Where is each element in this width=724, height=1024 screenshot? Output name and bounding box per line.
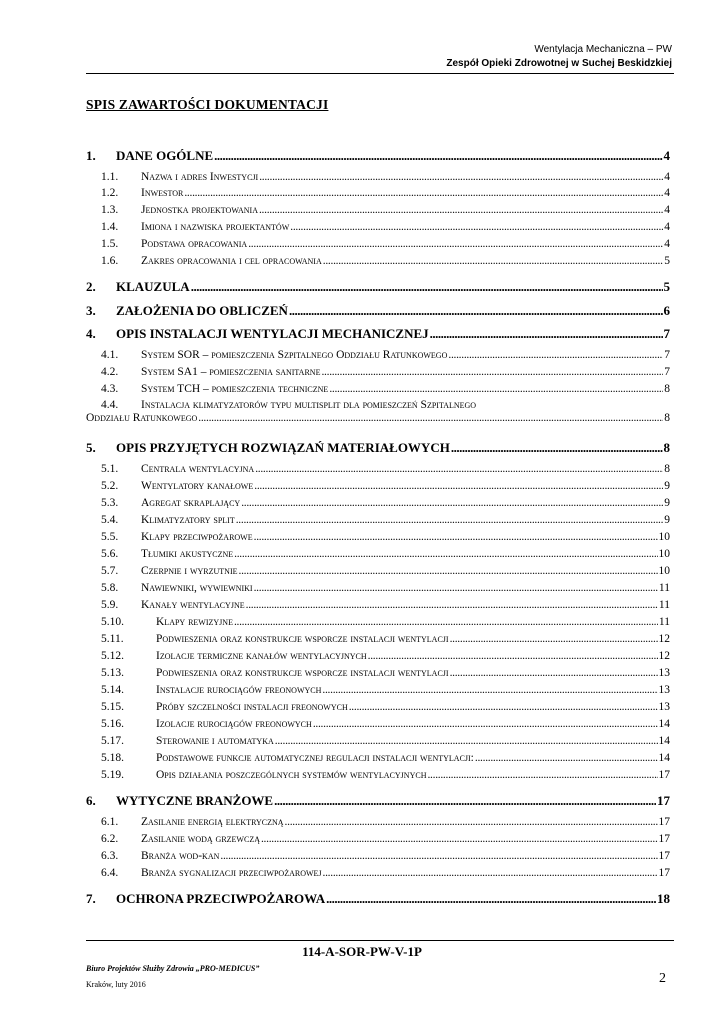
toc-entry: [86, 633, 670, 645]
toc-entry-line: [86, 399, 670, 411]
toc-entry-title: System SA1 – pomieszczenia sanitarne: [141, 366, 321, 378]
toc-entry-title: Instalacja klimatyzatorów typu multisplit dla pomieszczeń Szpitalnego: [141, 399, 477, 411]
footer-rule: [86, 940, 674, 941]
toc-entry: [86, 850, 670, 862]
toc-leader-dots: [323, 255, 663, 267]
toc-entry: [86, 752, 670, 764]
toc-entry-title: Zasilanie energią elektryczną: [141, 816, 284, 828]
toc-entry-title: Izolacje rurociągów freonowych: [156, 718, 312, 730]
toc-entry-page: 9: [664, 514, 670, 526]
toc-leader-dots: [191, 279, 663, 295]
toc-entry: [86, 735, 670, 747]
toc-entry-number: 4.: [86, 326, 96, 341]
toc-entry-title: Podwieszenia oraz konstrukcje wsporcze instalacji wentylacji: [156, 633, 449, 645]
toc-entry-title: OPIS INSTALACJI WENTYLACJI MECHANICZNEJ: [116, 326, 429, 341]
toc-entry: [86, 187, 670, 199]
toc-leader-dots: [234, 616, 658, 628]
toc-entry-title: Centrala wentylacyjna: [141, 463, 255, 475]
toc-leader-dots: [448, 349, 663, 361]
page-number: 2: [659, 971, 666, 986]
toc-entry-number: 5.6.: [101, 548, 119, 560]
toc-entry: [86, 816, 670, 828]
toc-leader-dots: [329, 383, 663, 395]
toc-entry: [86, 667, 670, 679]
toc-entry-page: 4: [664, 171, 670, 183]
toc-entry-number: 4.2.: [101, 366, 119, 378]
toc-leader-dots: [322, 684, 657, 696]
toc-leader-dots: [285, 816, 658, 828]
toc-entry-number: 5.14.: [101, 684, 124, 696]
toc-entry-page: 12: [658, 633, 670, 645]
toc-entry-title: Nawiewniki, wywiewniki: [141, 582, 253, 594]
toc-entry-page: 13: [658, 701, 670, 713]
toc-entry-title: Nazwa i adres Inwestycji: [141, 171, 259, 183]
toc-entry-title: Zakres opracowania i cel opracowania: [141, 255, 322, 267]
toc-leader-dots: [349, 701, 658, 713]
toc-entry-page: 10: [658, 548, 670, 560]
toc-entry-title: Podwieszenia oraz konstrukcje wsporcze instalacji wentylacji: [156, 667, 449, 679]
toc-entry-page: 8: [664, 463, 670, 475]
toc-entry-page: 13: [658, 684, 670, 696]
office-name: Biuro Projektów Służby Zdrowia „PRO-MEDICUS”: [86, 964, 260, 973]
toc-leader-dots: [289, 303, 663, 319]
toc-entry: [86, 718, 670, 730]
toc-entry-number: 6.2.: [101, 833, 119, 845]
toc-leader-dots: [246, 599, 658, 611]
toc-leader-dots: [290, 221, 663, 233]
toc-chapter: [86, 303, 670, 319]
toc-entry-number: 5.9.: [101, 599, 119, 611]
toc-entry-title: Jednostka projektowania: [141, 204, 258, 216]
toc-leader-dots: [368, 650, 658, 662]
toc-entry-number: 5.12.: [101, 650, 124, 662]
toc-entry-title: System SOR – pomieszczenia Szpitalnego Oddziału Ratunkowego: [141, 349, 448, 361]
toc-entry-title: Kanały wentylacyjne: [141, 599, 245, 611]
toc-entry-page: 4: [664, 238, 670, 250]
toc-entry-page: 18: [657, 891, 670, 906]
toc-leader-dots: [248, 238, 663, 250]
document-code: 114-A-SOR-PW-V-1P: [302, 944, 422, 959]
toc-entry-title: Sterowanie i automatyka: [156, 735, 274, 747]
toc-entry-number: 5.15.: [101, 701, 124, 713]
toc-leader-dots: [475, 752, 658, 764]
toc-entry-number: 1.4.: [101, 221, 119, 233]
toc-entry-number: 5.18.: [101, 752, 124, 764]
toc-entry-page: 11: [658, 582, 670, 594]
toc-entry-page: 14: [658, 718, 670, 730]
toc-entry-number: 7.: [86, 891, 96, 906]
toc-entry-title: Agregat skraplający: [141, 497, 241, 509]
toc-chapter: [86, 279, 670, 295]
toc-entry-title: Branża sygnalizacji przeciwpożarowej: [141, 867, 322, 879]
toc-entry-number: 1.3.: [101, 204, 119, 216]
toc-entry-title: System TCH – pomieszczenia techniczne: [141, 383, 329, 395]
toc-entry-number: 5.16.: [101, 718, 124, 730]
toc-entry-number: 5.3.: [101, 497, 119, 509]
toc-entry: [86, 366, 670, 378]
toc-entry-number: 5.4.: [101, 514, 119, 526]
toc-entry: [86, 867, 670, 879]
toc-entry: [86, 769, 670, 781]
toc-entry-line: [86, 412, 670, 424]
toc-entry-title: Instalacje rurociągów freonowych: [156, 684, 322, 696]
toc-leader-dots: [239, 565, 658, 577]
toc-entry-page: 4: [664, 221, 670, 233]
toc-entry-number: 5.17.: [101, 735, 124, 747]
toc-entry-title: Klimatyzatory split: [141, 514, 235, 526]
toc-chapter: [86, 891, 670, 907]
toc-entry-number: 5.2.: [101, 480, 119, 492]
toc-entry-page: 8: [663, 440, 670, 455]
toc-entry-number: 6.: [86, 793, 96, 808]
toc-entry-number: 1.1.: [101, 171, 119, 183]
toc-entry-title: OCHRONA PRZECIWPOŻAROWA: [116, 891, 326, 906]
toc-chapter: [86, 793, 670, 809]
toc-entry-number: 5.7.: [101, 565, 119, 577]
toc-entry-title: WYTYCZNE BRANŻOWE: [116, 793, 274, 808]
toc-entry-number: 4.3.: [101, 383, 119, 395]
toc-entry-number: 2.: [86, 279, 96, 294]
toc-leader-dots: [450, 633, 658, 645]
toc-leader-dots: [430, 326, 663, 342]
toc-entry-number: 5.10.: [101, 616, 124, 628]
toc-chapter: [86, 148, 670, 164]
toc-entry-title-continued: Oddziału Ratunkowego: [86, 412, 198, 424]
toc-entry-number: 6.1.: [101, 816, 119, 828]
toc-entry-number: 1.: [86, 148, 96, 163]
toc-entry: [86, 204, 670, 216]
toc-entry-page: 9: [664, 480, 670, 492]
toc-entry-page: 5: [664, 255, 670, 267]
toc-entry: [86, 616, 670, 628]
toc-leader-dots: [254, 582, 658, 594]
toc-leader-dots: [254, 531, 658, 543]
toc-leader-dots: [427, 769, 657, 781]
toc-entry-number: 6.3.: [101, 850, 119, 862]
toc-leader-dots: [326, 891, 656, 907]
toc-entry: [86, 221, 670, 233]
toc-entry-page: 4: [664, 204, 670, 216]
toc-entry-page: 12: [658, 650, 670, 662]
toc-entry-title: Czerpnie i wyrzutnie: [141, 565, 238, 577]
toc-leader-dots: [198, 412, 663, 424]
toc-entry: [86, 548, 670, 560]
toc-leader-dots: [184, 187, 663, 199]
toc-leader-dots: [241, 497, 663, 509]
toc-leader-dots: [220, 850, 657, 862]
place-date: Kraków, luty 2016: [86, 980, 146, 989]
toc-leader-dots: [261, 833, 658, 845]
toc-leader-dots: [236, 514, 664, 526]
toc-entry: [86, 701, 670, 713]
toc-entry-page: 10: [658, 565, 670, 577]
toc-entry: [86, 514, 670, 526]
toc-leader-dots: [323, 867, 658, 879]
toc-entry-page: 17: [658, 769, 670, 781]
toc-entry-page: 7: [664, 366, 670, 378]
toc-entry-title: Podstawa opracowania: [141, 238, 248, 250]
toc-entry-page: 11: [658, 616, 670, 628]
toc-entry-number: 1.2.: [101, 187, 119, 199]
toc-entry-title: Imiona i nazwiska projektantów: [141, 221, 290, 233]
toc-entry-title: Opis działania poszczególnych systemów wentylacyjnych: [156, 769, 427, 781]
toc-entry: [86, 349, 670, 361]
toc-leader-dots: [259, 204, 663, 216]
toc-entry-number: 5.8.: [101, 582, 119, 594]
toc-entry-page: 8: [664, 383, 670, 395]
toc-chapter: [86, 326, 670, 342]
toc-chapter: [86, 440, 670, 456]
toc-entry-title: Klapy przeciwpożarowe: [141, 531, 253, 543]
toc-entry: [86, 650, 670, 662]
toc-entry-title: DANE OGÓLNE: [116, 148, 214, 163]
toc-leader-dots: [275, 735, 658, 747]
toc-entry: [86, 399, 670, 424]
toc-entry-page: 17: [658, 816, 670, 828]
toc-leader-dots: [259, 171, 663, 183]
header-subject: Wentylacja Mechaniczna – PW: [534, 44, 672, 55]
toc-entry-page: 5: [663, 279, 670, 294]
toc-entry-page: 8: [664, 412, 670, 424]
toc-entry: [86, 684, 670, 696]
toc-entry-number: 6.4.: [101, 867, 119, 879]
toc-entry: [86, 833, 670, 845]
toc-leader-dots: [450, 667, 658, 679]
toc-entry-title: Klapy rewizyjne: [156, 616, 233, 628]
toc-entry-page: 17: [657, 793, 670, 808]
toc-entry-number: 4.4.: [101, 399, 119, 411]
toc-entry: [86, 497, 670, 509]
toc-entry-number: 1.6.: [101, 255, 119, 267]
toc-entry: [86, 531, 670, 543]
toc-entry-number: 5.13.: [101, 667, 124, 679]
toc-entry-page: 9: [664, 497, 670, 509]
toc-entry-page: 14: [658, 735, 670, 747]
toc-entry-number: 3.: [86, 303, 96, 318]
toc-entry-title: Próby szczelności instalacji freonowych: [156, 701, 348, 713]
toc-entry: [86, 238, 670, 250]
toc-entry-number: 5.19.: [101, 769, 124, 781]
toc-entry-title: OPIS PRZYJĘTYCH ROZWIĄZAŃ MATERIAŁOWYCH: [116, 440, 450, 455]
toc-leader-dots: [313, 718, 658, 730]
toc-entry-page: 17: [658, 833, 670, 845]
toc-entry: [86, 565, 670, 577]
toc-entry-page: 17: [658, 867, 670, 879]
toc-entry-page: 6: [663, 303, 670, 318]
toc-entry-title: Podstawowe funkcje automatycznej regulacji instalacji wentylacji:: [156, 752, 474, 764]
toc-entry-title: KLAUZULA: [116, 279, 190, 294]
toc-entry-number: 5.1.: [101, 463, 119, 475]
toc-entry-number: 1.5.: [101, 238, 119, 250]
toc-entry-page: 17: [658, 850, 670, 862]
toc-entry-number: 4.1.: [101, 349, 119, 361]
toc-entry: [86, 463, 670, 475]
toc-entry-page: 14: [658, 752, 670, 764]
toc-entry-title: Tłumiki akustyczne: [141, 548, 234, 560]
toc-entry: [86, 582, 670, 594]
toc-leader-dots: [214, 148, 662, 164]
toc-leader-dots: [234, 548, 657, 560]
toc-leader-dots: [274, 793, 656, 809]
toc-entry-page: 11: [658, 599, 670, 611]
toc-entry-page: 4: [663, 148, 670, 163]
toc-leader-dots: [451, 440, 663, 456]
toc-leader-dots: [255, 463, 663, 475]
toc-entry: [86, 383, 670, 395]
document-title: SPIS ZAWARTOŚCI DOKUMENTACJI: [86, 97, 329, 112]
toc-leader-dots: [321, 366, 663, 378]
toc-entry-title: Zasilanie wodą grzewczą: [141, 833, 260, 845]
toc-entry-title: Inwestor: [141, 187, 184, 199]
toc-entry: [86, 171, 670, 183]
toc-entry-title: ZAŁOŻENIA DO OBLICZEŃ: [116, 303, 288, 318]
header-client: Zespół Opieki Zdrowotnej w Suchej Beskidzkiej: [446, 58, 672, 69]
toc-entry-page: 13: [658, 667, 670, 679]
toc-entry-page: 7: [664, 349, 670, 361]
toc-entry-page: 10: [658, 531, 670, 543]
toc-entry-page: 4: [664, 187, 670, 199]
toc-entry-title: Branża wod-kan: [141, 850, 220, 862]
toc-entry-number: 5.11.: [101, 633, 124, 645]
toc-entry-page: 7: [663, 326, 670, 341]
header-rule: [86, 73, 674, 74]
toc-entry-title: Izolacje termiczne kanałów wentylacyjnych: [156, 650, 367, 662]
toc-entry-number: 5.5.: [101, 531, 119, 543]
toc-entry: [86, 599, 670, 611]
toc-entry-number: 5.: [86, 440, 96, 455]
toc-leader-dots: [254, 480, 663, 492]
toc-entry-title: Wentylatory kanałowe: [141, 480, 254, 492]
toc-entry: [86, 255, 670, 267]
toc-entry: [86, 480, 670, 492]
